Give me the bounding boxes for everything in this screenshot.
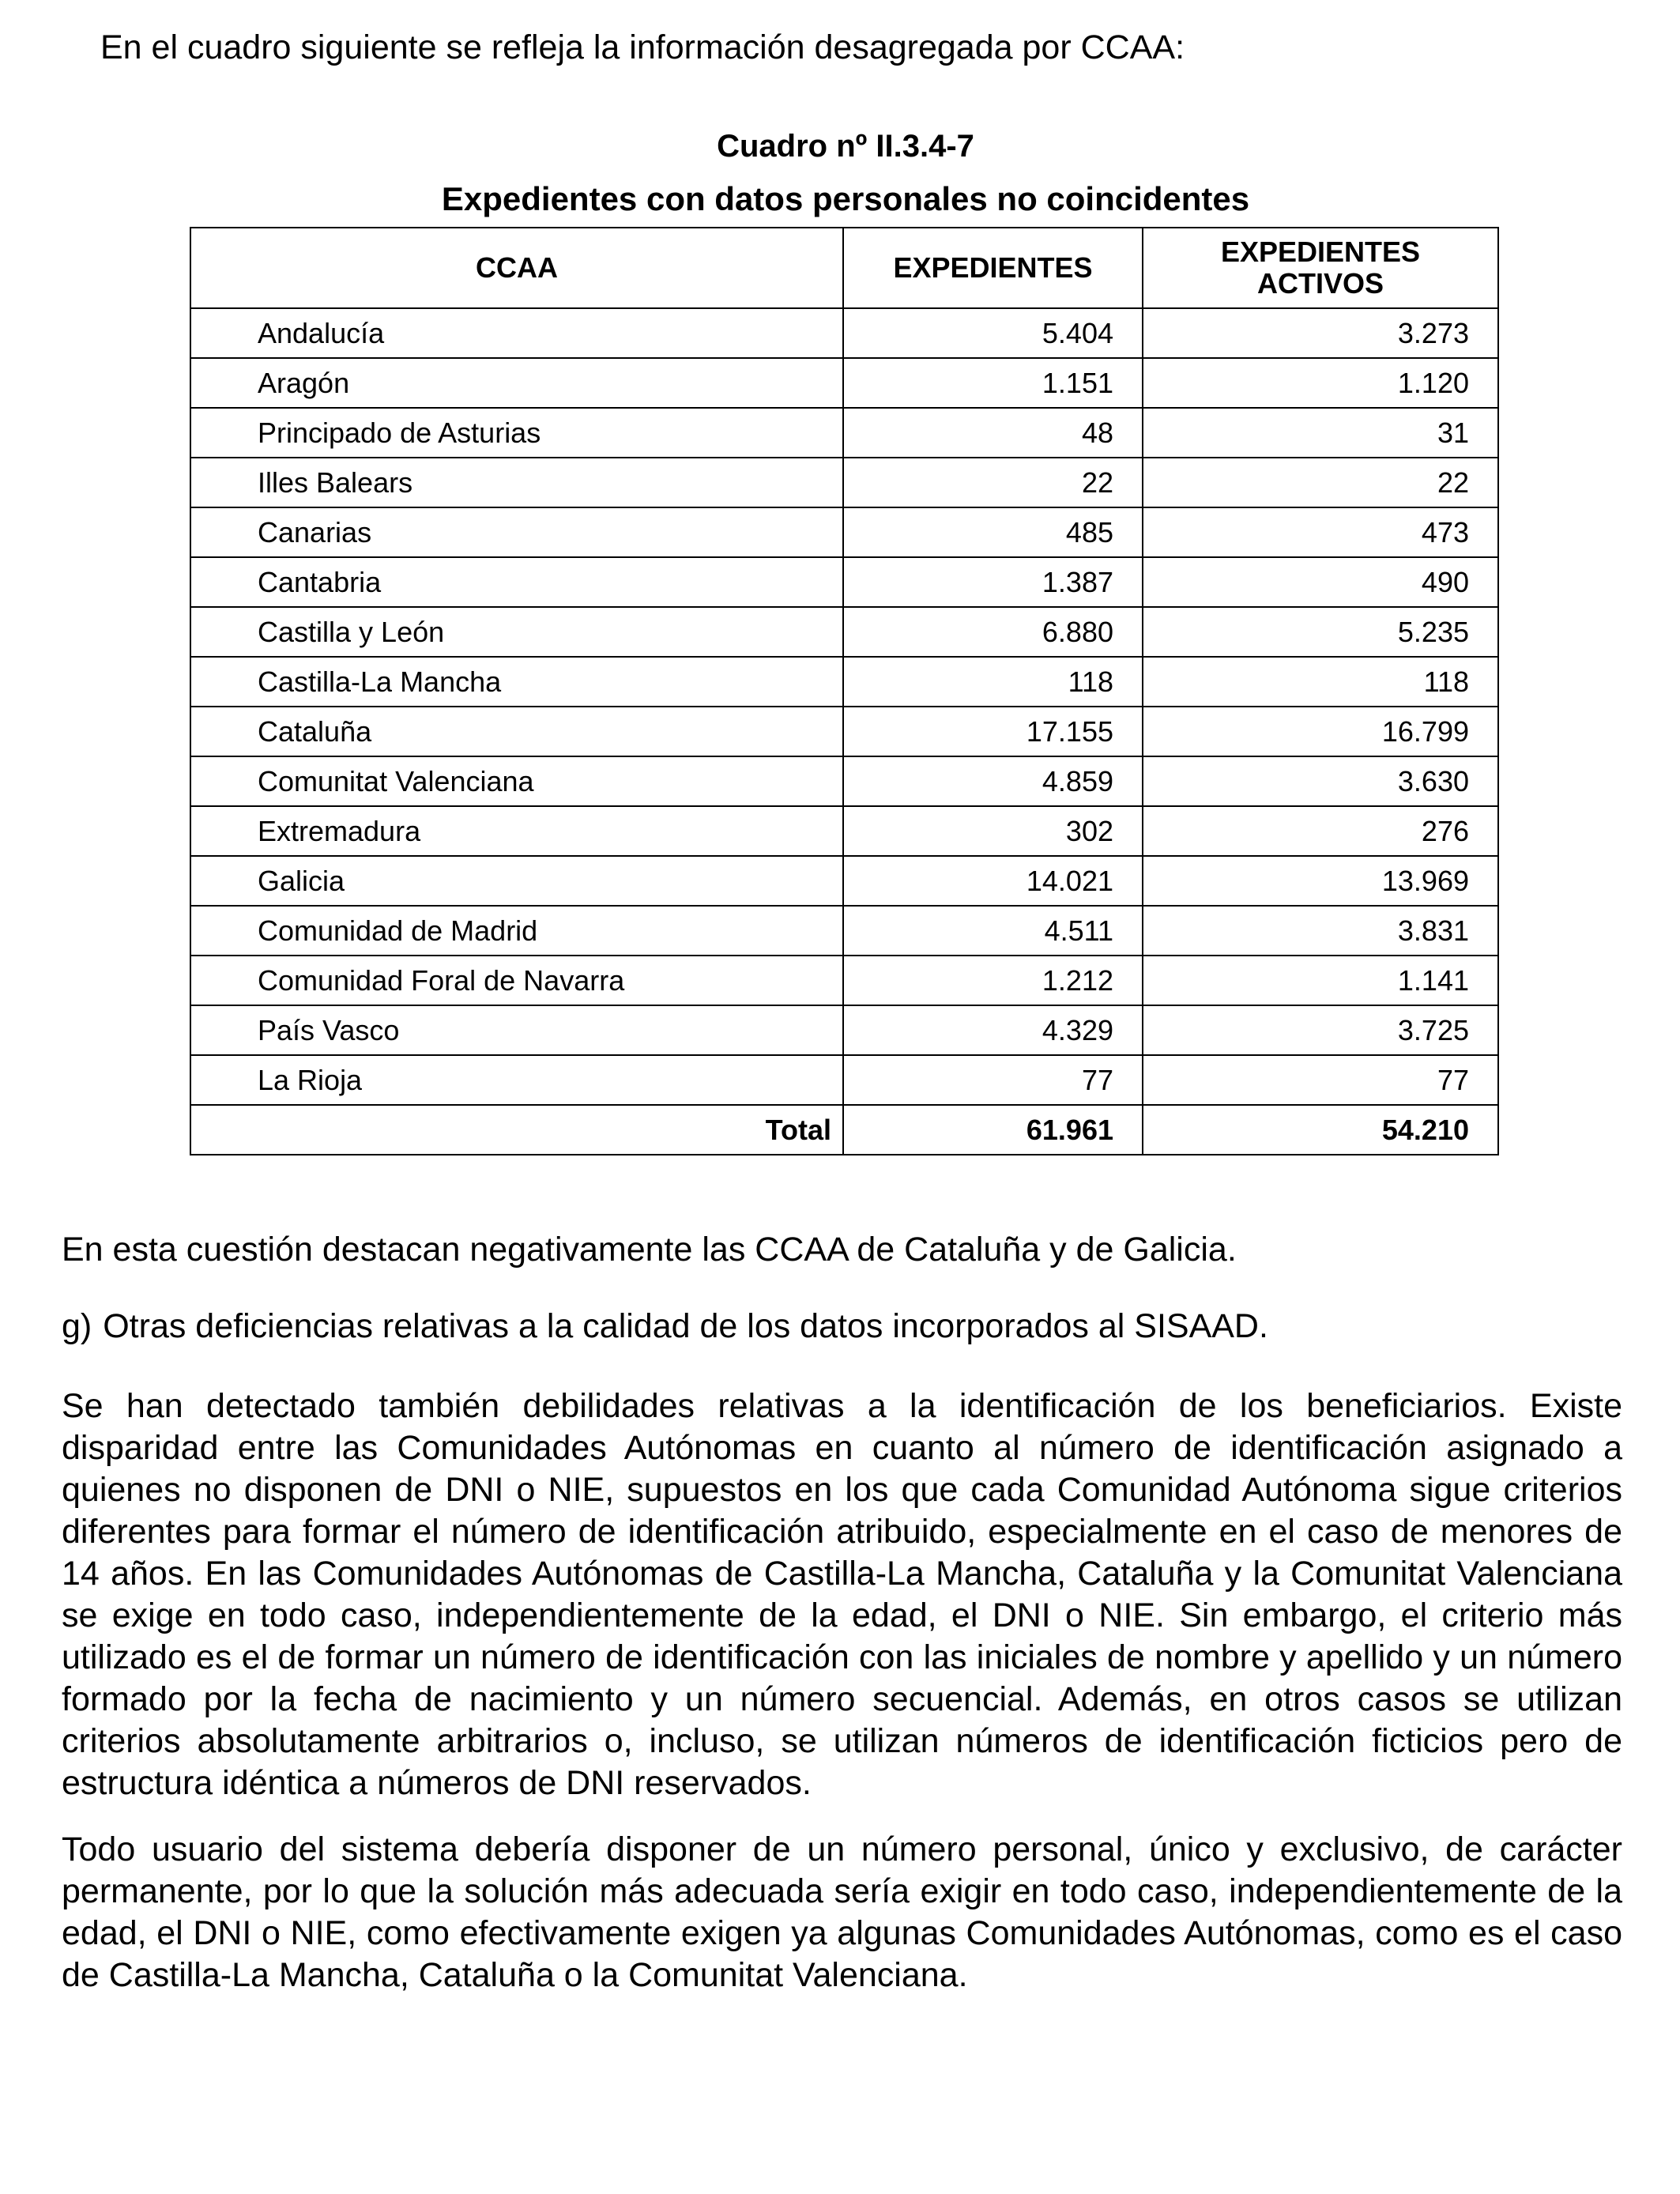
cell-expedientes-activos: 31 — [1143, 408, 1498, 458]
table-row — [190, 756, 1498, 806]
cell-expedientes: 22 — [843, 458, 1143, 507]
cell-expedientes: 485 — [843, 507, 1143, 557]
cell-expedientes-activos: 118 — [1143, 657, 1498, 707]
cell-expedientes-activos: 22 — [1143, 458, 1498, 507]
cell-expedientes: 4.511 — [843, 906, 1143, 956]
section-heading-g — [62, 1306, 1622, 1348]
header-ccaa: CCAA — [190, 228, 843, 308]
cell-expedientes-activos: 13.969 — [1143, 856, 1498, 906]
cell-expedientes: 4.859 — [843, 756, 1143, 806]
section-heading-text: Otras deficiencias relativas a la calidad de los datos incorporados al SISAAD. — [103, 1307, 1268, 1345]
cell-expedientes-activos: 1.120 — [1143, 358, 1498, 408]
cell-ccaa: Comunidad de Madrid — [190, 906, 843, 956]
table-number: Cuadro nº II.3.4-7 — [717, 129, 974, 164]
cell-ccaa: La Rioja — [190, 1055, 843, 1105]
header-activos-line1: EXPEDIENTES — [1220, 236, 1421, 268]
paragraph-recommendation: Todo usuario del sistema debería disponer de un número personal, único y exclusivo, de carácter permanente, por lo que la solución más adecuada sería exigir en todo caso, independientemente de la edad, el DNI o NIE, como efectivamente exigen ya algunas Comunidades Autónomas, como es el caso de Castilla-La Mancha, Cataluña o la Comunitat Valenciana. — [62, 1830, 1622, 1994]
cell-expedientes-activos: 16.799 — [1143, 707, 1498, 756]
cell-expedientes-activos: 3.831 — [1143, 906, 1498, 956]
table-row — [190, 956, 1498, 1005]
cell-expedientes-activos: 3.273 — [1143, 308, 1498, 358]
cell-expedientes: 48 — [843, 408, 1143, 458]
table-row — [190, 856, 1498, 906]
cell-expedientes: 77 — [843, 1055, 1143, 1105]
cell-ccaa: Castilla-La Mancha — [190, 657, 843, 707]
cell-ccaa: Cantabria — [190, 557, 843, 607]
cell-expedientes-activos: 3.630 — [1143, 756, 1498, 806]
table-row — [190, 607, 1498, 657]
cell-ccaa: Canarias — [190, 507, 843, 557]
table-row — [190, 1005, 1498, 1055]
total-row — [190, 1105, 1498, 1155]
cell-ccaa: Galicia — [190, 856, 843, 906]
cell-expedientes: 1.151 — [843, 358, 1143, 408]
header-expedientes: EXPEDIENTES — [843, 228, 1143, 308]
intro-text: En el cuadro siguiente se refleja la información desagregada por CCAA: — [100, 28, 1185, 66]
ccaa-table — [190, 227, 1499, 1155]
cell-expedientes-activos: 3.725 — [1143, 1005, 1498, 1055]
cell-expedientes-activos: 5.235 — [1143, 607, 1498, 657]
cell-expedientes: 4.329 — [843, 1005, 1143, 1055]
cell-expedientes: 17.155 — [843, 707, 1143, 756]
table-row — [190, 906, 1498, 956]
cell-ccaa: Extremadura — [190, 806, 843, 856]
cell-ccaa: País Vasco — [190, 1005, 843, 1055]
total-label: Total — [190, 1105, 843, 1155]
cell-expedientes: 1.212 — [843, 956, 1143, 1005]
cell-expedientes: 302 — [843, 806, 1143, 856]
table-header-row — [190, 228, 1498, 308]
table-row — [190, 657, 1498, 707]
cell-ccaa: Cataluña — [190, 707, 843, 756]
cell-expedientes: 5.404 — [843, 308, 1143, 358]
cell-expedientes-activos: 490 — [1143, 557, 1498, 607]
table-row — [190, 557, 1498, 607]
cell-ccaa: Castilla y León — [190, 607, 843, 657]
cell-expedientes-activos: 1.141 — [1143, 956, 1498, 1005]
paragraph-conclusion: En esta cuestión destacan negativamente las CCAA de Cataluña y de Galicia. — [62, 1231, 1237, 1269]
table-row — [190, 507, 1498, 557]
table-row — [190, 308, 1498, 358]
cell-expedientes-activos: 77 — [1143, 1055, 1498, 1105]
cell-expedientes: 14.021 — [843, 856, 1143, 906]
cell-expedientes: 1.387 — [843, 557, 1143, 607]
cell-expedientes: 6.880 — [843, 607, 1143, 657]
cell-ccaa: Comunidad Foral de Navarra — [190, 956, 843, 1005]
total-expedientes: 61.961 — [843, 1105, 1143, 1155]
cell-ccaa: Aragón — [190, 358, 843, 408]
table-row — [190, 806, 1498, 856]
table-row — [190, 707, 1498, 756]
table-body — [190, 308, 1498, 1155]
cell-ccaa: Andalucía — [190, 308, 843, 358]
table-title: Expedientes con datos personales no coincidentes — [441, 180, 1250, 217]
table-row — [190, 408, 1498, 458]
paragraph-identification: Se han detectado también debilidades relativas a la identificación de los beneficiarios. Existe disparidad entre las Comunidades Autónomas en cuanto al número de identificación asignado a quienes no disponen de DNI o NIE, supuestos en los que cada Comunidad Autónoma sigue criterios diferentes para formar el número de identificación atribuido, especialmente en el caso de menores de 14 años. En las Comunidades Autónomas de Castilla-La Mancha, Cataluña y la Comunitat Valenciana se exige en todo caso, independientemente de la edad, el DNI o NIE. Sin embargo, el criterio más utilizado es el de formar un número de identificación con las iniciales de nombre y apellido y un número formado por la fecha de nacimiento y un número secuencial. Además, en otros casos se utilizan criterios absolutamente arbitrarios o, incluso, se utilizan números de identificación ficticios pero de estructura idéntica a números de DNI reservados. — [62, 1387, 1622, 1802]
cell-ccaa: Illes Balears — [190, 458, 843, 507]
table-row — [190, 1055, 1498, 1105]
cell-expedientes-activos: 473 — [1143, 507, 1498, 557]
header-activos-line2: ACTIVOS — [1256, 267, 1384, 300]
total-activos: 54.210 — [1143, 1105, 1498, 1155]
cell-expedientes: 118 — [843, 657, 1143, 707]
table-row — [190, 458, 1498, 507]
cell-expedientes-activos: 276 — [1143, 806, 1498, 856]
cell-ccaa: Comunitat Valenciana — [190, 756, 843, 806]
table-row — [190, 358, 1498, 408]
section-marker: g) — [62, 1307, 92, 1345]
cell-ccaa: Principado de Asturias — [190, 408, 843, 458]
header-expedientes-activos — [1143, 228, 1498, 308]
